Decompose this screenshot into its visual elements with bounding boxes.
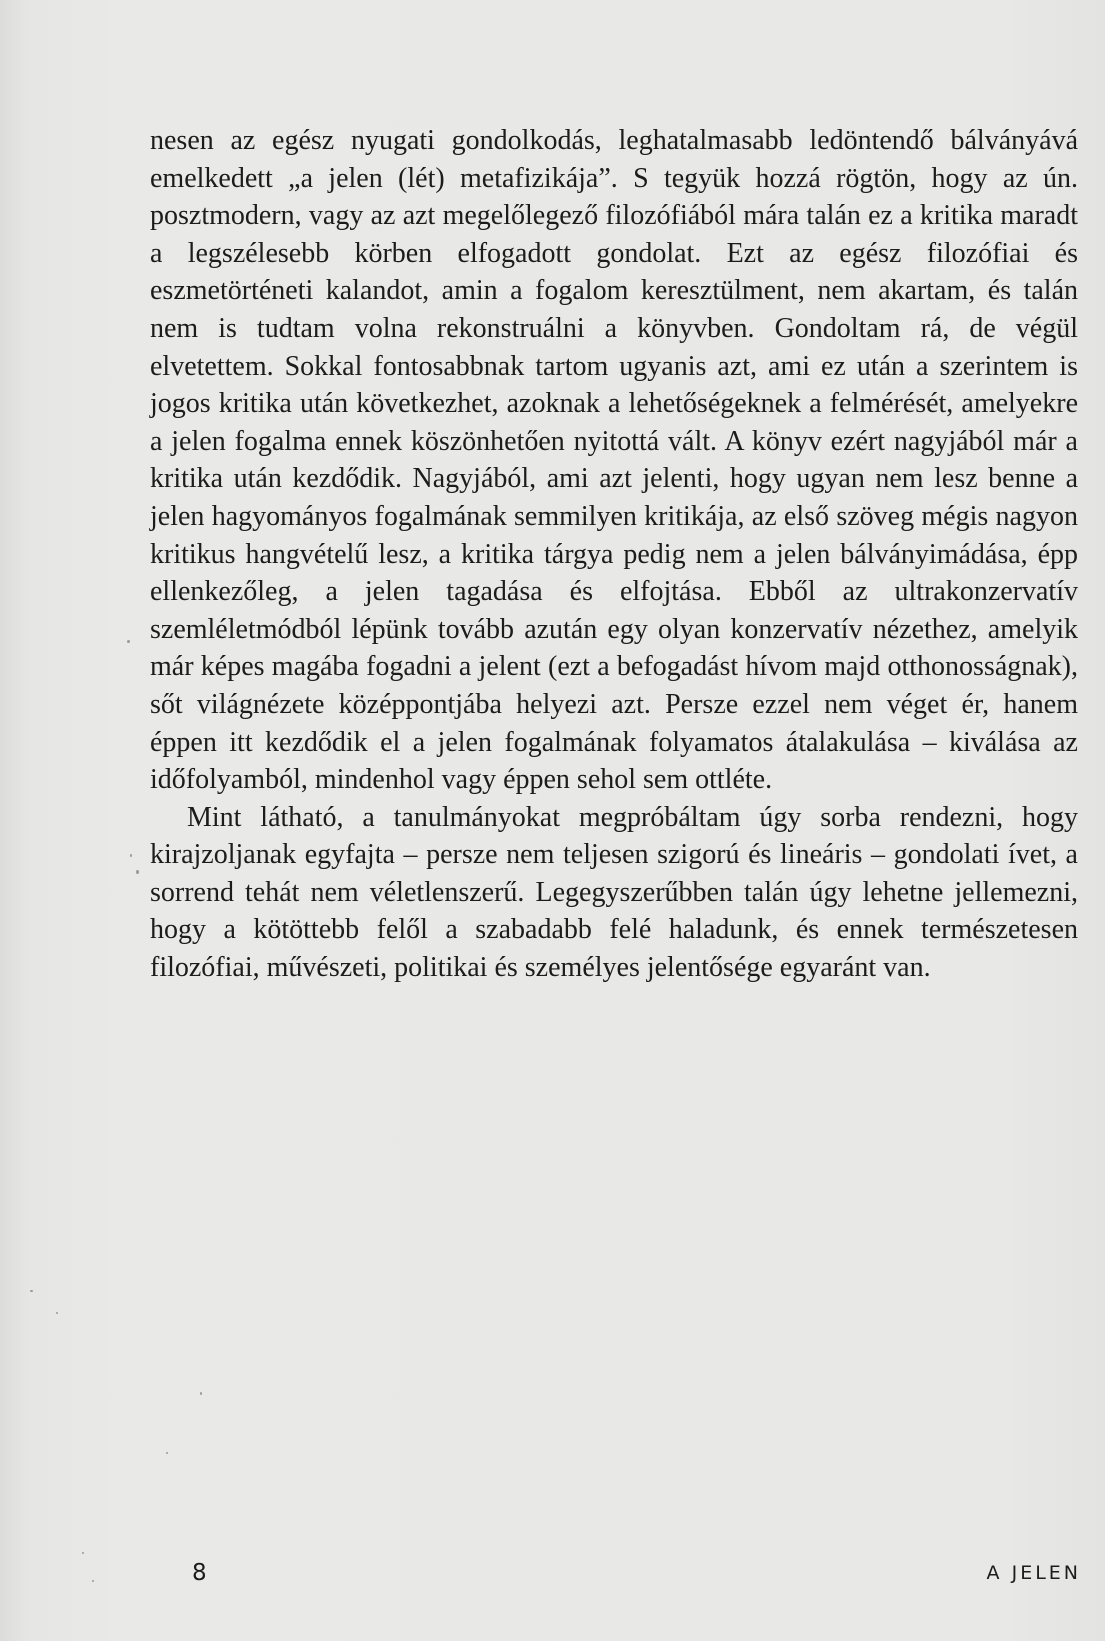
paragraph-continued: nesen az egész nyugati gondolkodás, leghatalmasabb ledöntendő bálványává emelkedett „a jelen (lét) metafizikája”. S tegyük hozzá rögtön, hogy az ún. posztmodern, vagy az azt megelőlegező filozófiából mára talán ez a kritika maradt a legszélesebb körben elfogadott gondolat. Ezt az egész filozófiai és eszmetörténeti kalandot, amin a fogalom keresztülment, nem akartam, és talán nem is tudtam volna rekonstruálni a könyvben. Gondoltam rá, de végül elvetettem. Sokkal fontosabbnak tartom ugyanis azt, ami ez után a szerintem is jogos kritika után következhet, azoknak a lehetőségeknek a felmérését, amelyekre a jelen fogalma ennek köszönhetően nyitottá vált. A könyv ezért nagyjából már a kritika után kezdődik. Nagyjából, ami azt jelenti, hogy ugyan nem lesz benne a jelen hagyományos fogalmának semmilyen kritikája, az első szöveg mégis nagyon kritikus hangvételű lesz, a kritika tárgya pedig nem a jelen bálványimádása, épp ellenkezőleg, a jelen tagadása és elfojtása. Ebből az ultrakonzervatív szemléletmódból lépünk tovább azután egy olyan konzervatív nézethez, amelyik már képes magába fogadni a jelent (ezt a befogadást hívom majd otthonosságnak), sőt világnézete középpontjába helyezi azt. Persze ezzel nem véget ér, hanem éppen itt kezdődik el a jelen fogalmának folyamatos átalakulása – kiválása az időfolyamból, mindenhol vagy éppen sehol sem ottléte. xyxy=(150,125,1078,796)
scan-speck xyxy=(166,1452,168,1454)
page-number: 8 xyxy=(192,1560,207,1586)
scan-speck xyxy=(92,1580,94,1582)
running-head: A JELEN xyxy=(986,1562,1081,1584)
body-text xyxy=(150,122,1078,987)
scan-speck xyxy=(130,854,132,857)
scan-speck xyxy=(82,1552,84,1554)
scan-speck xyxy=(136,870,139,874)
scan-speck xyxy=(127,640,130,643)
paragraph-indented: Mint látható, a tanulmányokat megpróbáltam úgy sorba rendezni, hogy kirajzoljanak egyfajta – persze nem teljesen szigorú és lineáris – gondolati ívet, a sorrend tehát nem véletlenszerű. Legegyszerűbben talán úgy lehetne jellemezni, hogy a kötöttebb felől a szabadabb felé haladunk, és ennek természetesen filozófiai, művészeti, politikai és személyes jelentősége egyaránt van. xyxy=(150,801,1078,984)
scan-speck xyxy=(30,1290,33,1292)
scan-speck xyxy=(56,1312,58,1314)
scan-speck xyxy=(200,1392,202,1395)
